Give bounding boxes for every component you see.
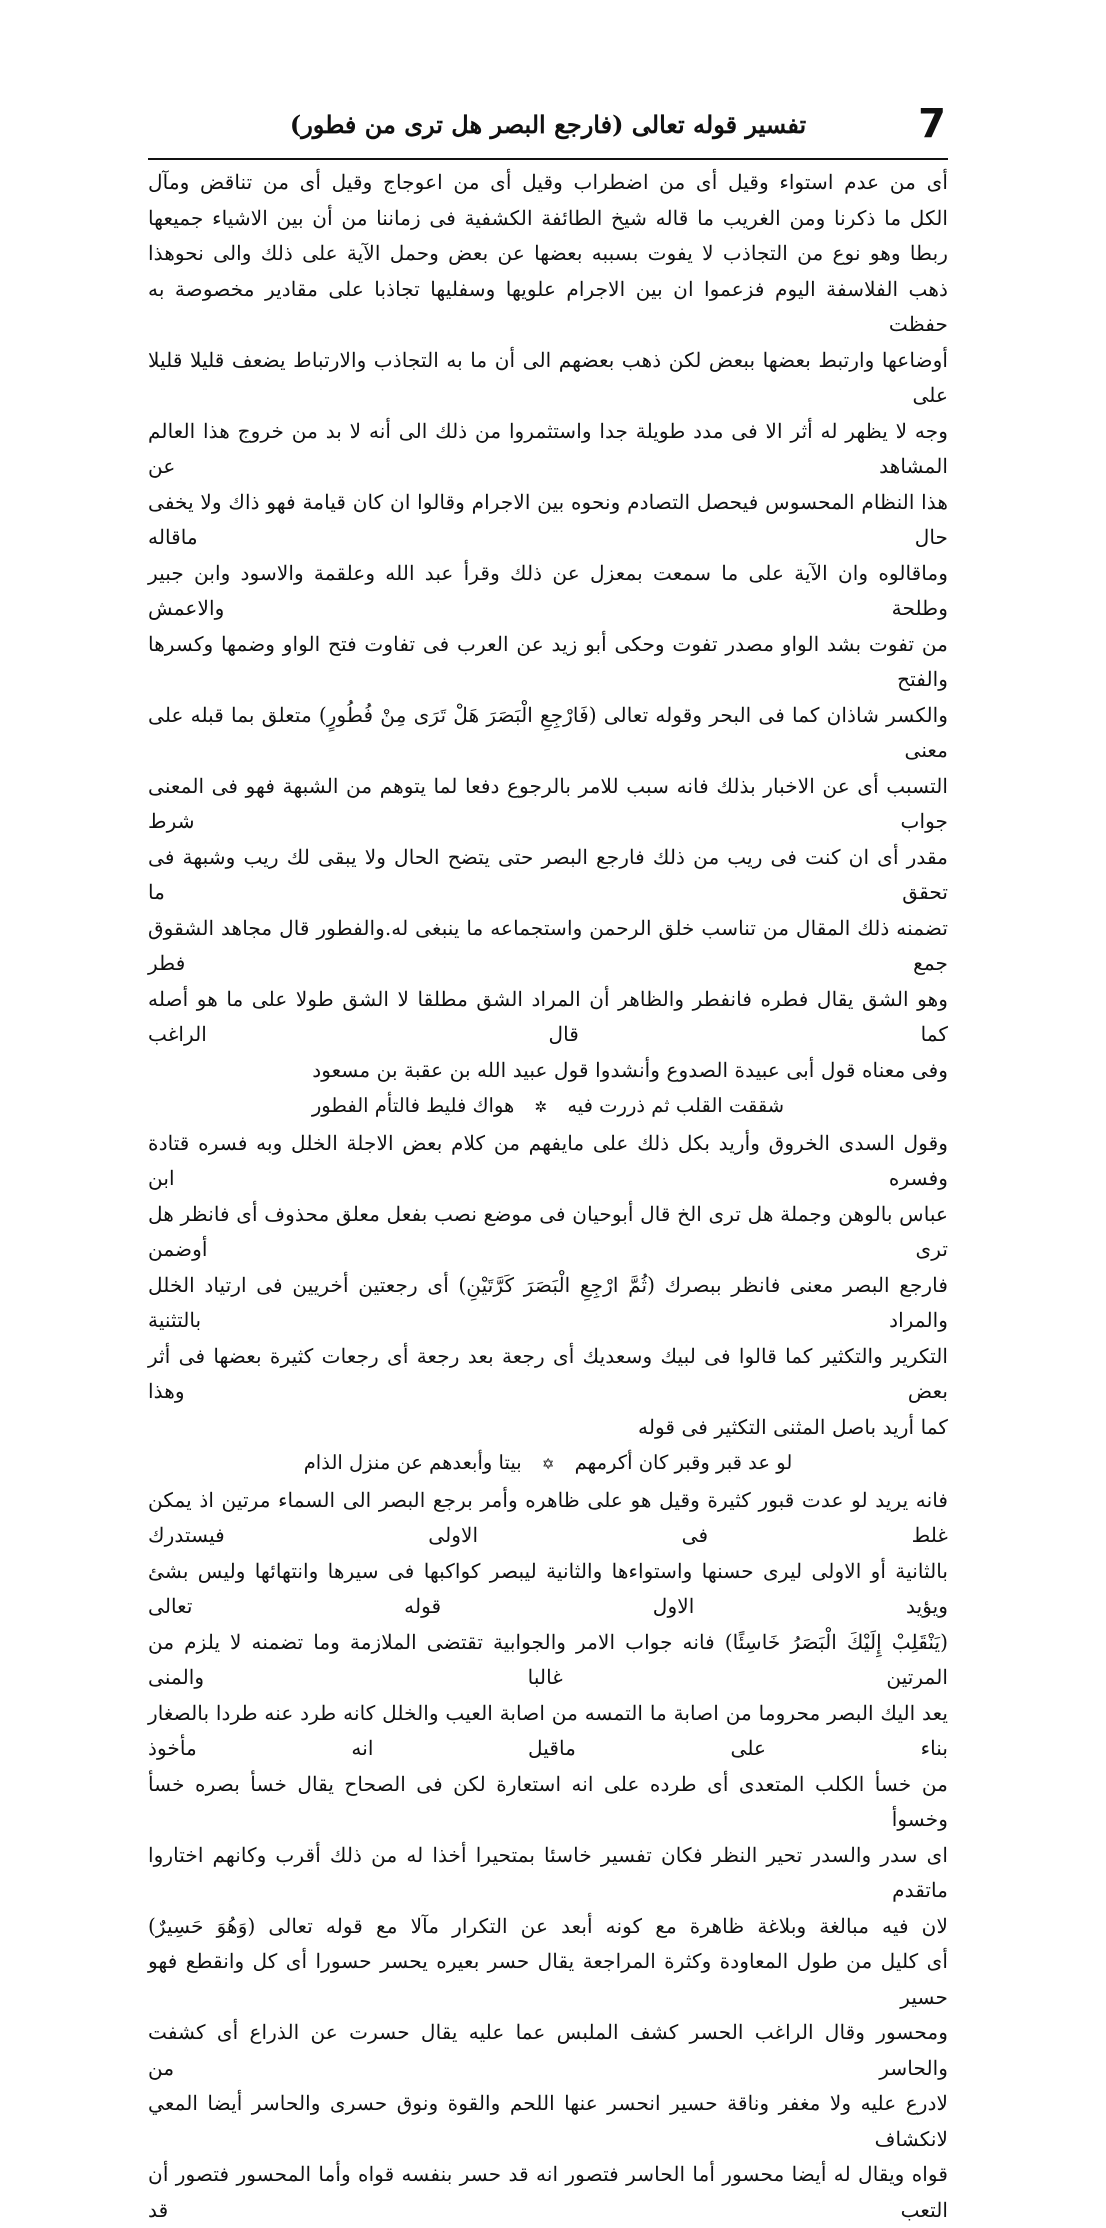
text-line: من خسأ الكلب المتعدى أى طرده على انه استعارة لكن فى الصحاح يقال خسأ بصره خسأ وخسوأ <box>148 1767 948 1838</box>
verse-hemistich-1: لو عد قبر وقبر كان أكرمهم <box>575 1451 793 1474</box>
text-line: كما أريد باصل المثنى التكثير فى قوله <box>148 1410 948 1446</box>
text-line: لادرع عليه ولا مغفر وناقة حسير انحسر عنها اللحم والقوة ونوق حسرى والحاسر أيضا المعي لانكشاف <box>148 2086 948 2157</box>
text-line: أى كليل من طول المعاودة وكثرة المراجعة يقال حسر بعيره يحسر حسورا أى كل وانقطع فهو حسير <box>148 1944 948 2015</box>
verse-hemistich-2: بيتا وأبعدهم عن منزل الذام <box>304 1451 522 1474</box>
text-line: وجه لا يظهر له أثر الا فى مدد طويلة جدا واستثمروا من ذلك الى أنه لا بد من خروج هذا العالم المشاهد عن <box>148 414 948 485</box>
paragraph-2 <box>148 1126 948 1446</box>
page-header <box>148 100 948 148</box>
text-line: قواه ويقال له أيضا محسور أما الحاسر فتصور انه قد حسر بنفسه قواه وأما المحسور فتصور أن التعب قد <box>148 2157 948 2228</box>
star-separator-icon: ✲ <box>521 1098 562 1116</box>
text-line: هذا النظام المحسوس فيحصل التصادم ونحوه بين الاجرام وقالوا ان كان قيامة فهو ذاك ولا يخفى حال ماقاله <box>148 485 948 556</box>
page-number: 7 <box>918 102 946 146</box>
text-line: يعد اليك البصر محروما من اصابة ما التمسه من اصابة العيب والخلل كانه طرد عنه طردا بالصغار بناء على ماقيل انه مأخوذ <box>148 1696 948 1767</box>
body-text <box>148 165 948 2228</box>
text-line: تضمنه ذلك المقال من تناسب خلق الرحمن واستجماعه ما ينبغى له.والفطور قال مجاهد الشقوق جمع فطر <box>148 911 948 982</box>
text-line: والكسر شاذان كما فى البحر وقوله تعالى (فَارْجِعِ الْبَصَرَ هَلْ تَرَى مِنْ فُطُورٍ) متعلق بما قبله على معنى <box>148 698 948 769</box>
text-line: التسبب أى عن الاخبار بذلك فانه سبب للامر بالرجوع دفعا لما يتوهم من الشبهة فهو فى المعنى جواب شرط <box>148 769 948 840</box>
text-line: فارجع البصر معنى فانظر ببصرك (ثُمَّ ارْجِعِ الْبَصَرَ كَرَّتَيْنِ) أى رجعتين أخريين فى ارتياد الخلل والمراد بالتثنية <box>148 1268 948 1339</box>
header-rule <box>148 158 948 160</box>
paragraph-1 <box>148 165 948 1088</box>
text-line: فانه يريد لو عدت قبور كثيرة وقيل هو على ظاهره وأمر برجع البصر الى السماء مرتين اذ يمكن غلط فى الاولى فيستدرك <box>148 1483 948 1554</box>
poetry-verse-1 <box>148 1088 948 1126</box>
text-line: بالثانية أو الاولى ليرى حسنها واستواءها والثانية ليبصر كواكبها فى سيرها وانتهائها وليس بشئ ويؤيد الاول قوله تعالى <box>148 1554 948 1625</box>
text-line: وفى معناه قول أبى عبيدة الصدوع وأنشدوا قول عبيد الله بن عقبة بن مسعود <box>148 1053 948 1089</box>
text-line: (يَنْقَلِبْ إِلَيْكَ الْبَصَرُ خَاسِئًا) فانه جواب الامر والجوابية تقتضى الملازمة وما تضمنه لا يلزم من المرتين غالبا والمنى <box>148 1625 948 1696</box>
text-line: ومحسور وقال الراغب الحسر كشف الملبس عما عليه يقال حسرت عن الذراع أى كشفت والحاسر من <box>148 2015 948 2086</box>
running-title: تفسير قوله تعالى (فارجع البصر هل ترى من فطور) <box>148 110 948 140</box>
star-separator-icon: ✡ <box>528 1455 569 1473</box>
text-line: لان فيه مبالغة وبلاغة ظاهرة مع كونه أبعد عن التكرار مآلا مع قوله تعالى (وَهُوَ حَسِيرٌ) <box>148 1909 948 1945</box>
poetry-verse-2 <box>148 1445 948 1483</box>
text-line: اى سدر والسدر تحير النظر فكان تفسير خاسئا بمتحيرا أخذا له من ذلك أقرب وكانهم اختاروا ماتقدم <box>148 1838 948 1909</box>
text-line: ربطا وهو نوع من التجاذب لا يفوت بسببه بعضها عن بعض وحمل الآية على ذلك والى نحوهذا <box>148 236 948 272</box>
text-line: وهو الشق يقال فطره فانفطر والظاهر أن المراد الشق مطلقا لا الشق طولا على ما هو أصله كما قال الراغب <box>148 982 948 1053</box>
text-line: عباس بالوهن وجملة هل ترى الخ قال أبوحيان فى موضع نصب بفعل معلق محذوف أى فانظر هل ترى أوضمن <box>148 1197 948 1268</box>
text-line: من تفوت بشد الواو مصدر تفوت وحكى أبو زيد عن العرب فى تفاوت فتح الواو وضمها وكسرها والفتح <box>148 627 948 698</box>
text-line: أى من عدم استواء وقيل أى من اضطراب وقيل أى من اعوجاج وقيل أى من تناقض ومآل <box>148 165 948 201</box>
text-line: مقدر أى ان كنت فى ريب من ذلك فارجع البصر حتى يتضح الحال ولا يبقى لك ريب وشبهة فى تحقق ما <box>148 840 948 911</box>
verse-hemistich-1: شققت القلب ثم ذررت فيه <box>567 1094 784 1117</box>
paragraph-3 <box>148 1483 948 2228</box>
verse-hemistich-2: هواك فليط فالتأم الفطور <box>312 1094 514 1117</box>
text-line: التكرير والتكثير كما قالوا فى لبيك وسعديك أى رجعة بعد رجعة أى رجعات كثيرة بعضها فى أثر بعض وهذا <box>148 1339 948 1410</box>
text-line: وقول السدى الخروق وأريد بكل ذلك على مايفهم من كلام بعض الاجلة الخلل وبه فسره قتادة وفسره ابن <box>148 1126 948 1197</box>
text-line: وماقالوه وان الآية على ما سمعت بمعزل عن ذلك وقرأ عبد الله وعلقمة والاسود وابن جبير وطلحة والاعمش <box>148 556 948 627</box>
text-line: الكل ما ذكرنا ومن الغريب ما قاله شيخ الطائفة الكشفية فى زماننا من أن بين الاشياء جميعها <box>148 201 948 237</box>
text-line: أوضاعها وارتبط بعضها ببعض لكن ذهب بعضهم الى أن ما به التجاذب والارتباط يضعف قليلا قليلا على <box>148 343 948 414</box>
text-line: ذهب الفلاسفة اليوم فزعموا ان بين الاجرام علويها وسفليها تجاذبا على مقادير مخصوصة به حفظت <box>148 272 948 343</box>
